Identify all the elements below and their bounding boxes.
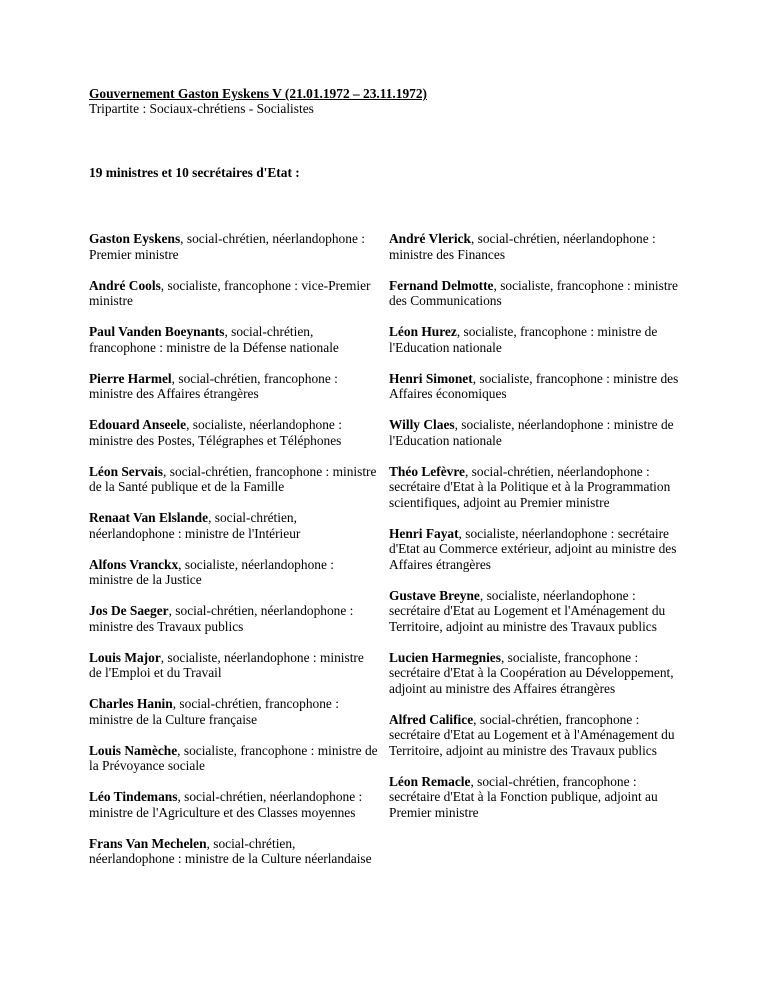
member-name: Fernand Delmotte (389, 277, 494, 293)
member-entry (389, 324, 684, 355)
member-name: Lucien Harmegnies (389, 649, 501, 665)
member-role: , socialiste, francophone : ministre des Communications (389, 277, 678, 308)
member-entry (89, 464, 379, 495)
member-role: , social-chrétien, néerlandophone : ministre de la Culture néerlandaise (89, 835, 372, 866)
member-role: , social-chrétien, francophone : secrétaire d'Etat à la Fonction publique, adjoint au Premier ministre (389, 773, 658, 820)
member-name: Alfons Vranckx (89, 556, 179, 572)
left-column (89, 231, 379, 882)
member-name: Jos De Saeger (89, 603, 169, 618)
member-name: Théo Lefèvre (389, 463, 465, 479)
member-name: Henri Fayat (389, 525, 459, 541)
member-entry (389, 712, 684, 759)
member-name: Léo Tindemans (89, 789, 178, 804)
member-name: Gustave Breyne (389, 587, 480, 603)
member-role: , socialiste, néerlandophone : ministre des Postes, Télégraphes et Téléphones (89, 417, 342, 448)
member-role: , social-chrétien, francophone : secrétaire d'Etat au Logement et à l'Aménagement du Territoire, adjoint au ministre des Travaux publics (389, 711, 675, 758)
member-role: , socialiste, néerlandophone : ministre de l'Education nationale (389, 417, 674, 448)
member-name: André Vlerick (389, 231, 471, 246)
member-entry (89, 371, 379, 402)
member-role: , socialiste, francophone : ministre de la Prévoyance sociale (89, 742, 378, 773)
member-role: , social-chrétien, francophone : ministre de la Culture française (89, 696, 339, 727)
member-role: , socialiste, néerlandophone : ministre de l'Emploi et du Travail (89, 649, 364, 680)
member-entry (89, 278, 379, 309)
member-entry (389, 526, 684, 573)
document-subtitle: Tripartite : Sociaux-chrétiens - Socialistes (89, 101, 314, 116)
member-entry (89, 324, 379, 355)
member-name: André Cools (89, 277, 161, 293)
member-role: , socialiste, francophone : secrétaire d'Etat à la Coopération au Développement, adjoint au ministre des Affaires étrangères (389, 649, 674, 696)
member-entry (89, 650, 379, 681)
member-name: Paul Vanden Boeynants (89, 324, 225, 339)
member-role: , socialiste, francophone : ministre de l'Education nationale (389, 324, 658, 355)
member-entry (389, 774, 684, 821)
member-name: Léon Servais (89, 463, 164, 479)
member-entry (89, 836, 379, 867)
member-name: Léon Remacle (389, 773, 471, 789)
member-name: Louis Major (89, 649, 161, 665)
member-role: , social-chrétien, néerlandophone : secrétaire d'Etat à la Politique et à la Programmation scientifiques, adjoint au Premier ministre (389, 463, 671, 510)
member-entry (389, 417, 684, 448)
member-role: , social-chrétien, francophone : ministre de la Santé publique et de la Famille (89, 463, 377, 494)
member-role: , social-chrétien, néerlandophone : ministre des Finances (389, 231, 656, 262)
member-name: Léon Hurez (389, 324, 457, 339)
member-name: Renaat Van Elslande (89, 510, 209, 525)
member-name: Henri Simonet (389, 370, 473, 386)
member-role: , social-chrétien, néerlandophone : ministre de l'Agriculture et des Classes moyennes (89, 789, 363, 820)
member-role: , socialiste, néerlandophone : ministre de la Justice (89, 556, 334, 587)
member-role: , socialiste, francophone : ministre des Affaires économiques (389, 370, 679, 401)
member-role: , socialiste, néerlandophone : secrétaire d'Etat au Logement et l'Aménagement du Territoire, adjoint au ministre des Travaux publics (389, 587, 666, 634)
member-entry (89, 510, 379, 541)
member-entry (89, 789, 379, 820)
member-name: Charles Hanin (89, 696, 173, 711)
member-name: Edouard Anseele (89, 417, 187, 432)
member-entry (389, 650, 684, 697)
right-column (389, 231, 684, 836)
member-role: , social-chrétien, francophone : ministre des Affaires étrangères (89, 370, 338, 401)
member-entry (389, 588, 684, 635)
member-name: Louis Namèche (89, 742, 178, 758)
member-entry (89, 743, 379, 774)
member-entry (389, 371, 684, 402)
member-entry (89, 417, 379, 448)
member-name: Pierre Harmel (89, 370, 172, 386)
member-name: Gaston Eyskens (89, 231, 181, 246)
member-entry (89, 557, 379, 588)
member-entry (89, 231, 379, 262)
member-role: , socialiste, néerlandophone : secrétaire d'Etat au Commerce extérieur, adjoint au ministre des Affaires étrangères (389, 525, 677, 572)
member-role: , social-chrétien, néerlandophone : Premier ministre (89, 231, 365, 262)
member-entry (389, 278, 684, 309)
member-role: , social-chrétien, néerlandophone : ministre de l'Intérieur (89, 510, 301, 541)
member-entry (389, 231, 684, 262)
member-name: Frans Van Mechelen (89, 835, 207, 851)
member-entry (89, 696, 379, 727)
member-name: Alfred Califice (389, 711, 474, 727)
member-role: , social-chrétien, francophone : ministre de la Défense nationale (89, 324, 339, 355)
member-role: , social-chrétien, néerlandophone : ministre des Travaux publics (89, 603, 354, 634)
member-entry (89, 603, 379, 634)
member-role: , socialiste, francophone : vice-Premier ministre (89, 277, 371, 308)
member-entry (389, 464, 684, 511)
member-name: Willy Claes (389, 417, 455, 432)
document-title: Gouvernement Gaston Eyskens V (21.01.1972 – 23.11.1972) (89, 86, 428, 101)
member-count-heading: 19 ministres et 10 secrétaires d'Etat : (89, 165, 300, 180)
